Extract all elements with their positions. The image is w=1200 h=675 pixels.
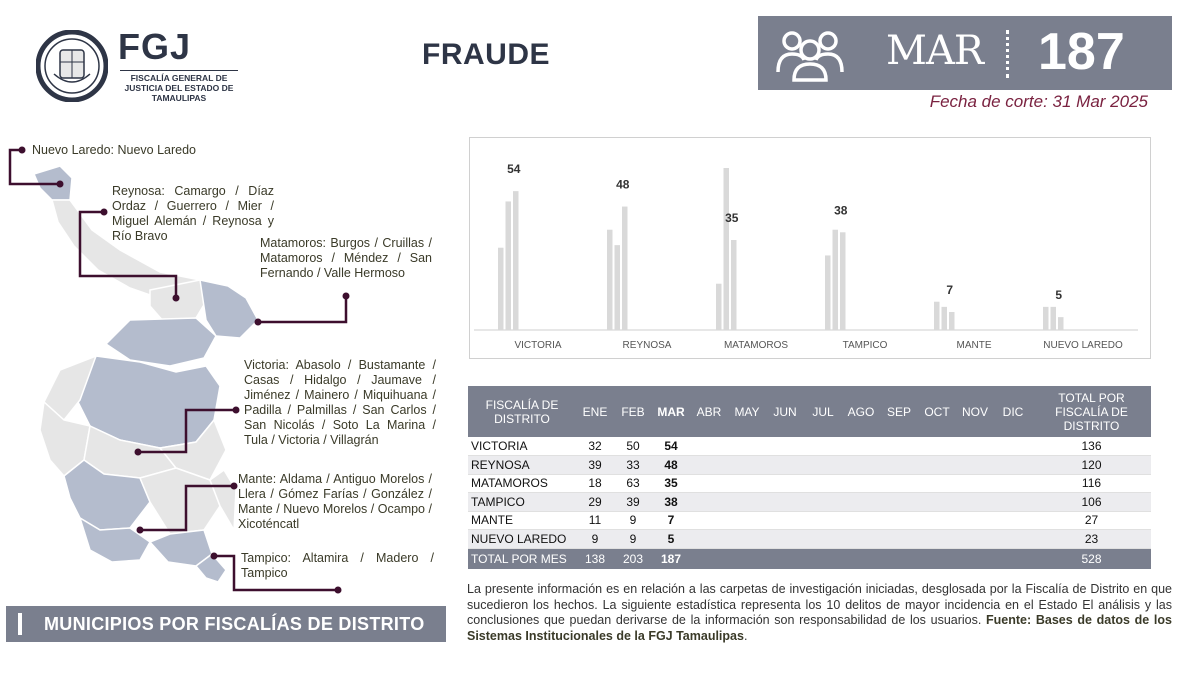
month-summary-box xyxy=(758,16,1172,90)
cell-nov xyxy=(956,511,994,530)
cell-abr xyxy=(690,548,728,569)
cell-abr xyxy=(690,511,728,530)
col-header-ago: AGO xyxy=(842,386,880,437)
people-group-icon xyxy=(772,24,848,82)
cell-nov xyxy=(956,456,994,475)
brand-subtitle: FISCALÍA GENERAL DE JUSTICIA DEL ESTADO DE TAMAULIPAS xyxy=(120,70,238,103)
cell-ene: 138 xyxy=(576,548,614,569)
cell-nov xyxy=(956,530,994,549)
cell-oct xyxy=(918,437,956,456)
data-label-victoria: 54 xyxy=(507,162,521,177)
cell-jul xyxy=(804,437,842,456)
cell-total: 120 xyxy=(1032,456,1151,475)
bar-victoria-mar xyxy=(513,191,519,330)
cell-dic xyxy=(994,474,1032,493)
bar-reynosa-ene xyxy=(607,230,613,330)
bar-victoria-feb xyxy=(506,201,512,330)
cell-ago xyxy=(842,493,880,512)
cell-total: 23 xyxy=(1032,530,1151,549)
region-victoria: Victoria: Abasolo / Bustamante / Casas / Hidalgo / Jaumave / Jiménez / Mainero / Miquihuana / Padilla / Palmillas / San Carlos / San Nicolás / Soto La Marina / Tula / Victoria / Villagrán xyxy=(244,358,436,447)
cell-feb: 9 xyxy=(629,513,637,528)
col-header-total: TOTAL POR FISCALÍA DE DISTRITO xyxy=(1032,386,1151,437)
row-name: REYNOSA xyxy=(468,456,576,475)
region-mante: Mante: Aldama / Antiguo Morelos / Llera / Gómez Farías / González / Mante / Nuevo Morelos / Ocampo / Xicoténcatl xyxy=(238,472,432,531)
table-row xyxy=(468,437,1151,456)
cell-dic xyxy=(994,548,1032,569)
cell-mar: 187 xyxy=(652,548,690,569)
col-header-may: MAY xyxy=(728,386,766,437)
cell-ene: 39 xyxy=(576,456,614,475)
cell-may xyxy=(728,530,766,549)
bar-nuevo-laredo-feb xyxy=(1051,307,1057,330)
cell-oct xyxy=(918,511,956,530)
cell-jun xyxy=(766,530,804,549)
x-tick-nuevo-laredo: NUEVO LAREDO xyxy=(1043,340,1123,351)
table-row xyxy=(468,511,1151,530)
data-label-mante: 7 xyxy=(946,283,954,297)
col-header-feb: FEB xyxy=(614,386,652,437)
cell-sep xyxy=(880,493,918,512)
cell-sep xyxy=(880,548,918,569)
note-text: La presente información es en relación a las carpetas de investigación iniciadas, desglosada por la Fiscalía de Distrito en que sucedieron los hechos. La siguiente estadística representa los 10 delitos de mayor incidencia en el Estado El análisis y las conclusiones que puedan derivarse de la información son responsabilidad de los usuarios. xyxy=(467,582,1172,627)
cell-feb: 63 xyxy=(626,476,640,491)
cell-total: 116 xyxy=(1081,476,1102,491)
cell-sep xyxy=(880,511,918,530)
bar-chart xyxy=(469,137,1151,359)
col-header-sep: SEP xyxy=(880,386,918,437)
cell-feb: 203 xyxy=(614,548,652,569)
cell-nov xyxy=(956,493,994,512)
cell-mar: 5 xyxy=(652,530,690,549)
cut-date: Fecha de corte: 31 Mar 2025 xyxy=(929,92,1148,111)
table-row xyxy=(468,456,1151,475)
header-divider xyxy=(1006,30,1009,78)
cell-total: 528 xyxy=(1032,548,1151,569)
cell-abr xyxy=(690,474,728,493)
fgj-logo xyxy=(36,28,236,104)
row-name: TOTAL POR MES xyxy=(468,548,576,569)
cell-abr xyxy=(690,437,728,456)
bar-chart-svg xyxy=(470,138,1150,358)
cell-mar: 48 xyxy=(652,456,690,475)
cell-jul xyxy=(804,456,842,475)
cell-ago xyxy=(842,437,880,456)
cell-nov xyxy=(956,437,994,456)
cell-dic xyxy=(994,530,1032,549)
cell-jun xyxy=(766,437,804,456)
col-header-dic: DIC xyxy=(994,386,1032,437)
cell-ene: 32 xyxy=(588,439,602,453)
table-row xyxy=(468,493,1151,512)
note-end: . xyxy=(743,628,748,643)
cell-ago xyxy=(842,548,880,569)
cell-total: 27 xyxy=(1084,513,1099,528)
footer-label: MUNICIPIOS POR FISCALÍAS DE DISTRITO xyxy=(44,614,425,634)
region-matamoros: Matamoros: Burgos / Cruillas / Matamoros / Méndez / San Fernando / Valle Hermoso xyxy=(260,236,432,280)
cell-sep xyxy=(880,474,918,493)
bar-victoria-ene xyxy=(498,248,504,330)
bar-tampico-ene xyxy=(825,255,831,330)
state-seal-icon xyxy=(36,30,108,102)
cell-may xyxy=(728,493,766,512)
row-name: VICTORIA xyxy=(471,439,528,453)
cell-jun xyxy=(766,511,804,530)
cell-jul xyxy=(804,511,842,530)
cell-feb: 50 xyxy=(626,439,640,453)
cell-sep xyxy=(880,456,918,475)
bar-matamoros-ene xyxy=(716,284,722,330)
cell-mar: 7 xyxy=(667,513,675,528)
cell-oct xyxy=(918,474,956,493)
cell-feb: 39 xyxy=(614,493,652,512)
cell-ene: 9 xyxy=(576,530,614,549)
x-tick-mante: MANTE xyxy=(956,340,992,351)
bar-mante-mar xyxy=(949,312,955,330)
cell-may xyxy=(728,548,766,569)
cell-dic xyxy=(994,511,1032,530)
month-label: MAR xyxy=(886,28,983,74)
x-tick-victoria: VICTORIA xyxy=(514,340,562,351)
cell-nov xyxy=(956,474,994,493)
cell-ago xyxy=(842,474,880,493)
cell-feb: 9 xyxy=(614,530,652,549)
row-name: TAMPICO xyxy=(468,493,576,512)
cell-jul xyxy=(804,474,842,493)
bar-nuevo-laredo-ene xyxy=(1043,307,1049,330)
cell-jul xyxy=(804,530,842,549)
row-name: NUEVO LAREDO xyxy=(468,530,576,549)
cell-dic xyxy=(994,437,1032,456)
cell-jun xyxy=(766,474,804,493)
data-label-matamoros: 35 xyxy=(725,211,739,225)
cell-jun xyxy=(766,548,804,569)
cell-may xyxy=(728,511,766,530)
cell-ago xyxy=(842,511,880,530)
bar-matamoros-feb xyxy=(724,168,730,330)
bar-matamoros-mar xyxy=(731,240,737,330)
cell-abr xyxy=(690,493,728,512)
cell-mar: 35 xyxy=(664,476,678,491)
cell-feb: 33 xyxy=(614,456,652,475)
bar-reynosa-mar xyxy=(622,207,628,330)
bar-tampico-feb xyxy=(833,230,839,330)
x-tick-reynosa: REYNOSA xyxy=(622,340,672,351)
cell-oct xyxy=(918,493,956,512)
note-paragraph xyxy=(467,582,1172,644)
note-source: Fuente: Bases de datos de los Sistemas Institucionales de la FGJ Tamaulipas xyxy=(467,613,1172,643)
cell-total: 136 xyxy=(1081,439,1102,453)
col-header-jun: JUN xyxy=(766,386,804,437)
col-header-ene: ENE xyxy=(576,386,614,437)
bar-reynosa-feb xyxy=(615,245,621,330)
cell-may xyxy=(728,437,766,456)
cell-jul xyxy=(804,548,842,569)
cell-total: 106 xyxy=(1032,493,1151,512)
region-tampico: Tampico: Altamira / Madero / Tampico xyxy=(241,551,434,580)
cell-ene: 18 xyxy=(588,476,602,491)
region-nuevo-laredo: Nuevo Laredo: Nuevo Laredo xyxy=(32,143,197,157)
data-label-nuevo-laredo: 5 xyxy=(1055,288,1063,303)
bar-mante-feb xyxy=(942,307,948,330)
cell-may xyxy=(728,456,766,475)
row-name: MANTE xyxy=(471,513,513,528)
table-header-row xyxy=(468,386,1151,437)
data-table xyxy=(468,386,1151,569)
cell-ago xyxy=(842,456,880,475)
col-header-abr: ABR xyxy=(690,386,728,437)
footer-mark xyxy=(18,613,22,635)
municipios-footer-bar xyxy=(6,606,446,642)
crime-title: FRAUDE xyxy=(422,38,550,71)
cell-sep xyxy=(880,530,918,549)
region-reynosa: Reynosa: Camargo / Díaz Ordaz / Guerrero / Mier / Miguel Alemán / Reynosa y Río Bravo xyxy=(112,184,274,243)
x-tick-tampico: TAMPICO xyxy=(842,340,888,351)
bar-nuevo-laredo-mar xyxy=(1058,317,1064,330)
cell-abr xyxy=(690,456,728,475)
cell-jul xyxy=(804,493,842,512)
cell-abr xyxy=(690,530,728,549)
cell-oct xyxy=(918,456,956,475)
cell-dic xyxy=(994,493,1032,512)
cell-ene: 11 xyxy=(588,513,602,528)
col-header-mar: MAR xyxy=(652,386,690,437)
cell-ago xyxy=(842,530,880,549)
data-label-reynosa: 48 xyxy=(616,177,630,192)
col-header-oct: OCT xyxy=(918,386,956,437)
col-header-fiscalia: FISCALÍA DE DISTRITO xyxy=(468,386,576,437)
x-tick-matamoros: MATAMOROS xyxy=(723,340,789,351)
col-header-jul: JUL xyxy=(804,386,842,437)
table-row xyxy=(468,474,1151,493)
cell-mar: 38 xyxy=(652,493,690,512)
cell-oct xyxy=(918,548,956,569)
cell-jun xyxy=(766,493,804,512)
cell-dic xyxy=(994,456,1032,475)
cell-ene: 29 xyxy=(576,493,614,512)
cell-may xyxy=(728,474,766,493)
bar-tampico-mar xyxy=(840,232,846,330)
data-label-tampico: 38 xyxy=(834,203,848,218)
cell-mar: 54 xyxy=(664,439,678,453)
table-total-row xyxy=(468,548,1151,569)
cell-jun xyxy=(766,456,804,475)
brand-title: FGJ xyxy=(118,26,192,67)
bar-mante-ene xyxy=(934,302,940,330)
row-name: MATAMOROS xyxy=(471,476,548,491)
month-total: 187 xyxy=(1038,23,1125,81)
cell-sep xyxy=(880,437,918,456)
col-header-nov: NOV xyxy=(956,386,994,437)
table-row xyxy=(468,530,1151,549)
cell-nov xyxy=(956,548,994,569)
cell-oct xyxy=(918,530,956,549)
table-body xyxy=(468,437,1151,548)
